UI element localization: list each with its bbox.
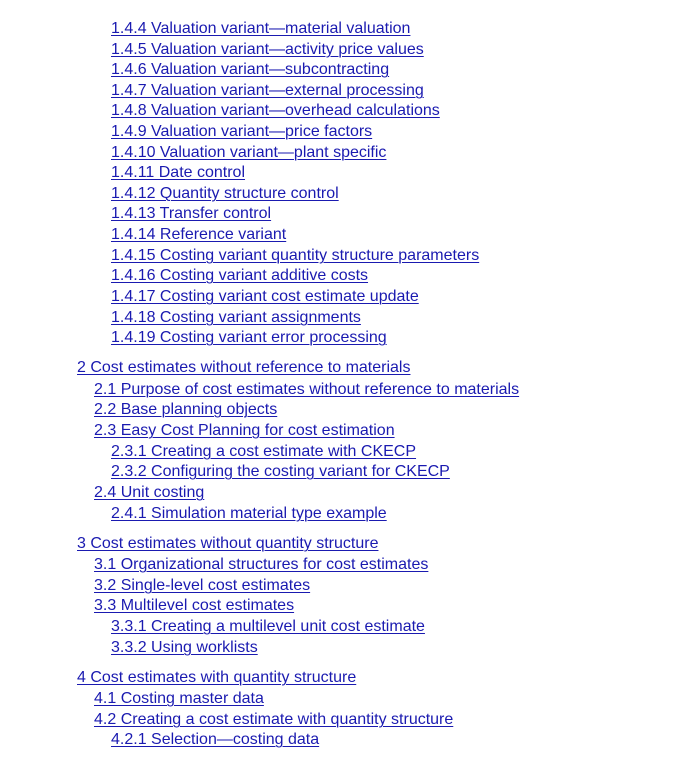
toc-link[interactable]: 3.3.1 Creating a multilevel unit cost estimate (111, 618, 425, 635)
toc-link[interactable]: 1.4.10 Valuation variant—plant specific (111, 144, 387, 161)
toc-link[interactable]: 4.2 Creating a cost estimate with quantity structure (94, 711, 454, 728)
toc-link[interactable]: 2.3.2 Configuring the costing variant for CKECP (111, 463, 450, 480)
toc-link[interactable]: 1.4.6 Valuation variant—subcontracting (111, 61, 390, 78)
toc-link[interactable]: 4.1 Costing master data (94, 690, 264, 707)
toc-link[interactable]: 1.4.14 Reference variant (111, 226, 287, 243)
toc-link[interactable]: 3.2 Single-level cost estimates (94, 577, 311, 594)
toc-link[interactable]: 1.4.13 Transfer control (111, 205, 272, 222)
toc-link[interactable]: 1.4.15 Costing variant quantity structure parameters (111, 247, 480, 264)
toc-link[interactable]: 1.4.9 Valuation variant—price factors (111, 123, 373, 140)
toc-link[interactable]: 1.4.17 Costing variant cost estimate update (111, 288, 419, 305)
toc-link[interactable]: 3 Cost estimates without quantity structure (77, 535, 379, 552)
toc-link[interactable]: 1.4.5 Valuation variant—activity price values (111, 41, 424, 58)
toc-link[interactable]: 3.3.2 Using worklists (111, 639, 258, 656)
toc-link[interactable]: 1.4.4 Valuation variant—material valuation (111, 20, 411, 37)
toc-link[interactable]: 1.4.11 Date control (111, 164, 246, 181)
toc-link[interactable]: 4.2.1 Selection—costing data (111, 731, 320, 748)
toc-link[interactable]: 1.4.8 Valuation variant—overhead calculations (111, 102, 440, 119)
toc-link[interactable]: 2 Cost estimates without reference to materials (77, 359, 411, 376)
toc-link[interactable]: 2.3 Easy Cost Planning for cost estimation (94, 422, 395, 439)
toc-link[interactable]: 1.4.19 Costing variant error processing (111, 329, 387, 346)
toc-link[interactable]: 3.1 Organizational structures for cost estimates (94, 556, 429, 573)
toc-link[interactable]: 3.3 Multilevel cost estimates (94, 597, 295, 614)
toc-link[interactable]: 1.4.16 Costing variant additive costs (111, 267, 369, 284)
toc-link[interactable]: 1.4.7 Valuation variant—external processing (111, 82, 424, 99)
toc-link[interactable]: 2.4.1 Simulation material type example (111, 505, 387, 522)
toc-link[interactable]: 1.4.12 Quantity structure control (111, 185, 339, 202)
toc-link[interactable]: 2.2 Base planning objects (94, 401, 278, 418)
toc-link[interactable]: 1.4.18 Costing variant assignments (111, 309, 361, 326)
toc-link[interactable]: 2.1 Purpose of cost estimates without reference to materials (94, 381, 520, 398)
toc-link[interactable]: 2.4 Unit costing (94, 484, 205, 501)
toc-link[interactable]: 2.3.1 Creating a cost estimate with CKECP (111, 443, 417, 460)
toc-link[interactable]: 4 Cost estimates with quantity structure (77, 669, 357, 686)
